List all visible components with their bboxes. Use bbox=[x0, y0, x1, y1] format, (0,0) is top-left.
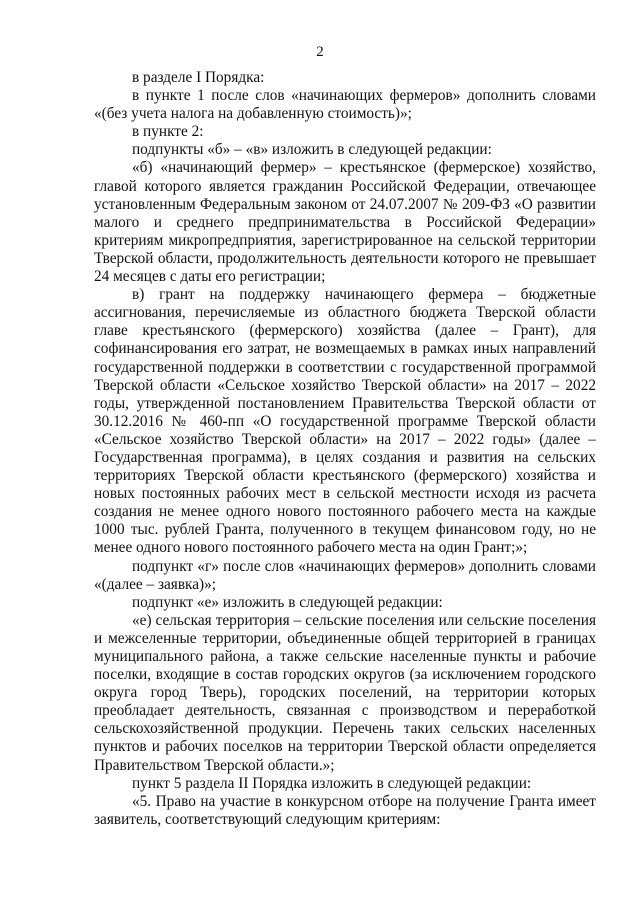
paragraph-subpoint-v: в) грант на поддержку начинающего фермера – бюджетные ассигнования, перечисляемые из областного бюджета Тверской области главе крестьянского (фермерского) хозяйства (далее – Грант), для софинансирования его затрат, не возмещаемых в рамках иных направлений государственной поддержки в соответствии с государственной программой Тверской области «Сельское хозяйство Тверской области» на 2017 – 2022 годы, утвержденной постановлением Правительства Тверской области от 30.12.2016 № 460-пп «О государственной программе Тверской области «Сельское хозяйство Тверской области» на 2017 – 2022 годы» (далее – Государственная программа), в целях создания и развития на сельских территориях Тверской области крестьянского (фермерского) хозяйства и новых постоянных рабочих мест в сельской местности исходя из расчета создания не менее одного нового постоянного рабочего места на каждые 1000 тыс. рублей Гранта, полученного в текущем финансовом году, но не менее одного нового постоянного рабочего места на один Грант;»; bbox=[94, 286, 596, 557]
paragraph-subpoint-b: «б) «начинающий фермер» – крестьянское (фермерское) хозяйство, главой которого является гражданин Российской Федерации, отвечающее установленным Федеральным законом от 24.07.2007 № 209-ФЗ «О развитии малого и среднего предпринимательства в Российской Федерации» критериям микропредприятия, зарегистрированное на сельской территории Тверской области, продолжительность деятельности которого не превышает 24 месяцев с даты его регистрации; bbox=[94, 159, 596, 286]
paragraph-subpoint-g: подпункт «г» после слов «начинающих фермеров» дополнить словами «(далее – заявка)»; bbox=[94, 557, 596, 593]
paragraph-point-5-intro: пункт 5 раздела II Порядка изложить в следующей редакции: bbox=[132, 774, 532, 792]
paragraph-subpoint-e: «е) сельская территория – сельские поселения или сельские поселения и межселенные территории, объединенные общей территорией в границах муниципального района, а также сельские населенные пункты и рабочие поселки, входящие в состав городских округов (за исключением городского округа город Тверь), городских поселений, на территории которых преобладает деятельность, связанная с производством и переработкой сельскохозяйственной продукции. Перечень таких сельских населенных пунктов и рабочих поселков на территории Тверской области определяется Правительством Тверской области.»; bbox=[94, 611, 596, 774]
document-body bbox=[94, 69, 596, 829]
paragraph-subpoint-e-intro: подпункт «е» изложить в следующей редакции: bbox=[132, 593, 443, 611]
paragraph-point-1-amendment: в пункте 1 после слов «начинающих фермеров» дополнить словами «(без учета налога на добавленную стоимость)»; bbox=[94, 87, 596, 123]
paragraph-point-2-heading: в пункте 2: bbox=[132, 123, 204, 141]
paragraph-section-1-heading: в разделе I Порядка: bbox=[132, 69, 265, 86]
page-number: 2 bbox=[316, 44, 324, 60]
paragraph-subpoints-b-v-intro: подпункты «б» – «в» изложить в следующей редакции: bbox=[132, 141, 492, 159]
paragraph-point-5: «5. Право на участие в конкурсном отборе на получение Гранта имеет заявитель, соответствующий следующим критериям: bbox=[94, 792, 596, 828]
